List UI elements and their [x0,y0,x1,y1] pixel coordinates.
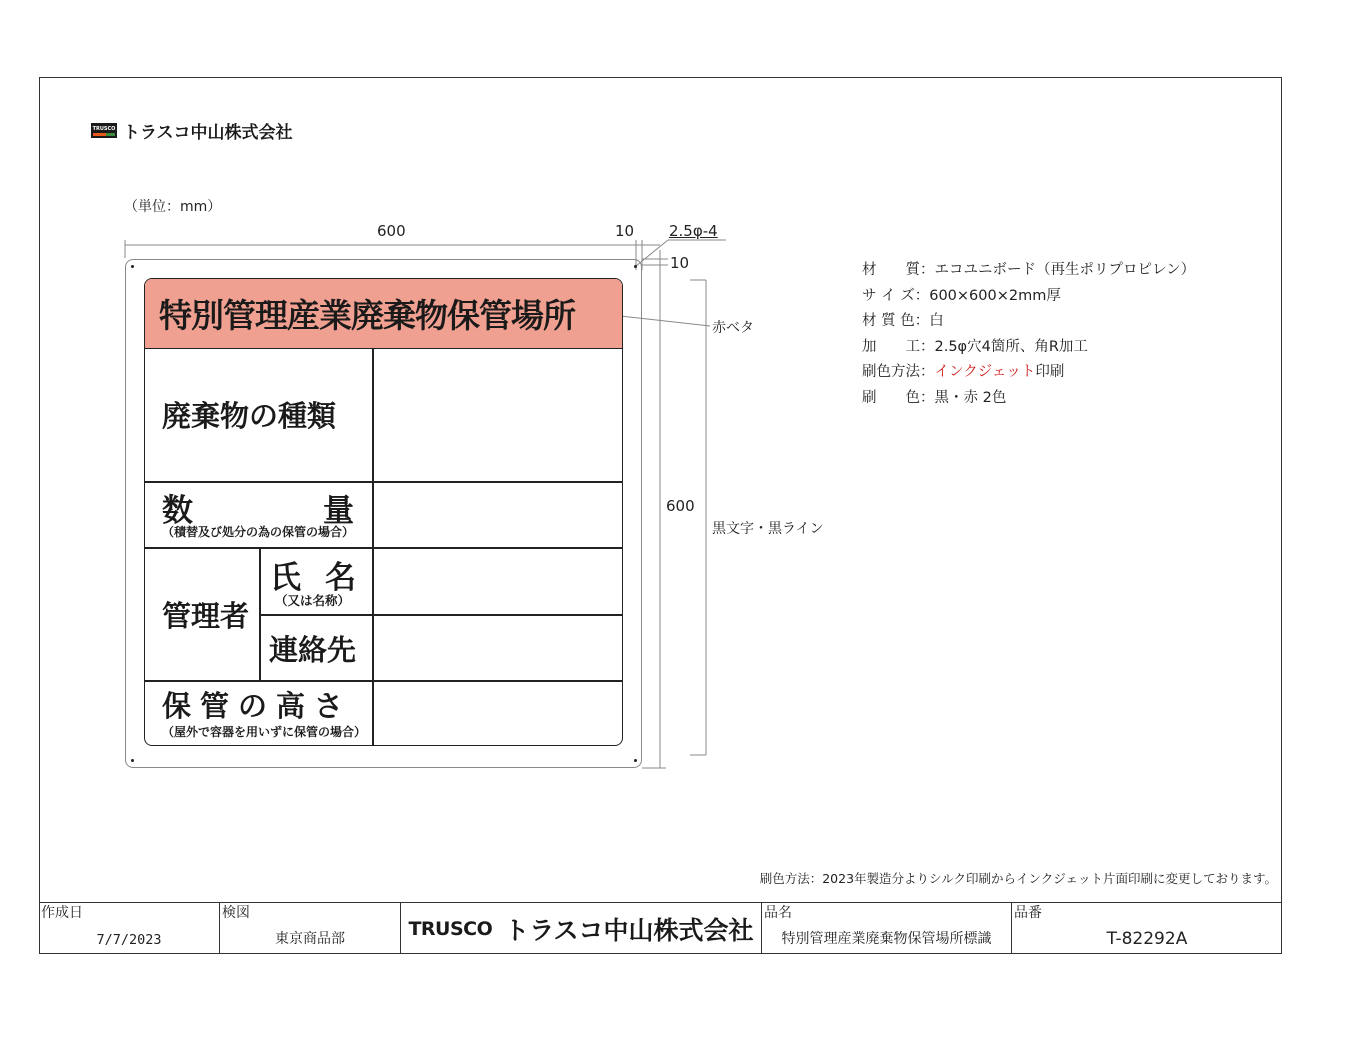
unit-label: （単位：mm） [124,199,222,215]
dim-width: 600 [377,222,406,240]
label-storage-height-sub: （屋外で容器を用いずに保管の場合） [162,725,367,739]
sign-face [144,278,623,746]
spec-print-method: 刷色方法：インクジェット印刷 [862,364,1065,380]
hole-top-right [634,265,637,268]
product-label: 品名 [764,905,792,921]
sign-title: 特別管理産業廃棄物保管場所 [145,279,622,349]
title-cell-check [219,903,400,954]
label-storage-height: 保管の高さ [162,689,353,723]
row-divider [145,680,622,682]
header-company: トラスコ中山株式会社 [123,123,293,143]
hole-bottom-left [131,759,134,762]
label-name-a: 氏 [270,560,301,596]
created-label: 作成日 [41,905,83,921]
row-divider [259,614,623,616]
dim-height: 600 [666,497,695,515]
callout-black: 黒文字・黒ライン [712,521,824,537]
created-value: 7/7/2023 [96,932,162,948]
row-divider [145,547,622,549]
product-value: 特別管理産業廃棄物保管場所標識 [781,931,992,947]
dim-gap: 10 [615,222,635,240]
title-cell-product [761,903,1011,954]
column-divider [259,547,261,680]
part-value: T-82292A [1106,929,1188,949]
title-block [39,902,1282,954]
label-waste-type: 廃棄物の種類 [162,399,337,433]
row-divider [145,481,622,483]
print-method-note: 刷色方法：2023年製造分よりシルク印刷からインクジェット片面印刷に変更しております。 [759,871,1277,886]
part-label: 品番 [1014,905,1042,921]
spec-processing: 加 工：2.5φ穴4箇所、角R加工 [862,339,1088,355]
label-quantity-b: 量 [323,493,354,529]
spec-print-color: 刷 色：黒・赤 2色 [862,390,1007,406]
callout-red: 赤ベタ [712,320,754,336]
label-quantity-sub: （積替及び処分の為の保管の場合） [162,525,355,539]
spec-material-color: 材 質 色：白 [862,313,944,329]
brand-company: トラスコ中山株式会社 [504,915,754,945]
dim-hole: 2.5φ-4 [669,222,718,240]
spec-material: 材 質：エコユニボード（再生ポリプロピレン） [862,262,1196,278]
trusco-logo-icon: TRUSCO [91,123,117,138]
hole-top-left [131,265,134,268]
column-divider [372,349,374,746]
label-contact: 連絡先 [269,633,357,667]
label-quantity-a: 数 [162,493,193,529]
spec-size: サ イ ズ：600×600×2mm厚 [862,288,1061,304]
title-cell-part [1011,903,1282,954]
check-label: 検図 [222,905,250,921]
dim-gap-vertical: 10 [670,254,690,272]
hole-bottom-right [634,759,637,762]
brand-logo: TRUSCO [408,917,493,940]
check-value: 東京商品部 [275,931,345,947]
label-name-b: 名 [325,560,356,596]
label-manager: 管理者 [162,599,250,633]
title-cell-created [39,903,219,954]
title-cell-brand [400,903,761,954]
label-name-sub: （又は名称） [275,593,351,608]
